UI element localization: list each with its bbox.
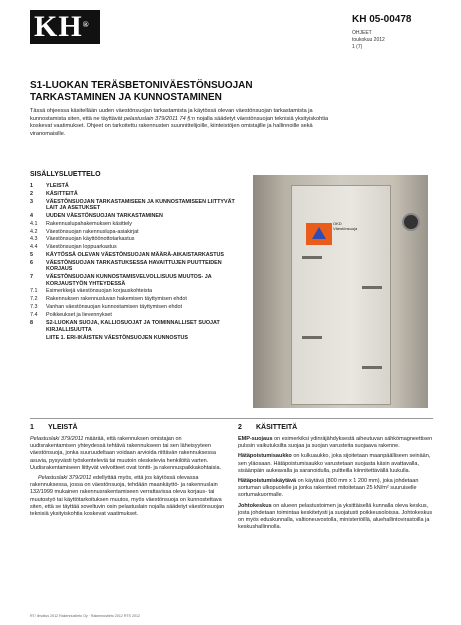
table-of-contents (30, 183, 235, 343)
toc-number: 6 (30, 259, 33, 266)
toc-item (30, 296, 235, 303)
toc-item (30, 327, 235, 334)
toc-text: YLEISTÄ (46, 183, 69, 189)
term: Hätäpoistumiskäytävä (238, 478, 297, 485)
toc-number: 4.4 (30, 244, 38, 251)
title-line: TARKASTAMINEN JA KUNNOSTAMINEN (30, 92, 222, 103)
toc-number: 4.3 (30, 236, 38, 243)
toc-item (30, 288, 235, 295)
toc-number (30, 327, 46, 334)
law-reference: Pelastuslaki 379/2011 (38, 475, 92, 482)
toc-text: Väestönsuojan käyttöönottotarkastus (46, 236, 135, 243)
sign-label-line: Väestönsuoja (333, 226, 358, 231)
toc-item (30, 320, 235, 327)
toc-number: 1 (30, 183, 33, 189)
toc-text: Väestönsuojan loppuarkastus (46, 244, 117, 251)
toc-number: 4.2 (30, 228, 38, 235)
intro-paragraph (30, 108, 330, 138)
toc-item (30, 236, 235, 243)
toc-item (30, 191, 235, 198)
toc-text: Rakennuksen rakennusluvan hakemisen täyttymisen ehdot (46, 296, 187, 303)
definition-text: on alueen pelastustoimen ja yksittäisellä kunnalla oleva keskus, josta johdetaan toimintaa keskitetysti ja suojatusti poikkeusoloissa. Johtokeskus on myös eduskunnalla, valtioneuvostolla, ministeriöillä, aluehallintovirastoilla ja keskushallinnolla. (238, 502, 433, 531)
intro-law-reference: pelastuslain 379/2011 74 §:n (123, 115, 196, 122)
section-1-body (30, 436, 225, 521)
sign-label-line: OKD (333, 221, 342, 226)
door-lever (302, 336, 322, 339)
civil-defence-sign-icon (306, 223, 332, 245)
toc-number: 7.3 (30, 303, 38, 310)
definition-text: on esimerkiksi ydinräjähdyksestä aiheutuvan sähkömagneettisen pulssin vaikutuksilta suojaa ja suojan varusteita suojaava rakenne. (238, 436, 433, 450)
section-2-body (238, 436, 433, 534)
toc-item (30, 229, 235, 236)
definition-text: on käytävä (800 mm x 1 200 mm), joka johdetaan sortuman ulkopuolelle ja jonka rakenteet mitoitetaan 25 kN/m² suuruiselle sortumakuormalle. (238, 478, 419, 499)
page-number: 1 (7) (352, 44, 363, 50)
toc-number: 7 (30, 274, 33, 280)
toc-text: Rakennuslupahakemuksen käsittely (46, 220, 133, 227)
kh-logo (30, 10, 100, 44)
title-line: S1-LUOKAN TERÄSBETONIVÄESTÖNSUOJAN (30, 80, 253, 91)
section-number: 2 (238, 424, 242, 431)
toc-text: KÄSITTEITÄ (46, 190, 78, 197)
toc-text: Vanhan väestönsuojan kunnostamisen täyttymisen ehdot (46, 303, 182, 310)
body-paragraph (30, 436, 225, 472)
intro-text: nojalla säädetyt väestönsuojan teknisiä yksityiskohtia koskevat vaatimukset. Ohjeet on tarkoitettu rakennusten suunnittelijoille, kiinteistöjen omistajille ja hallinnoille sekä viranomaisille. (30, 115, 329, 137)
section-number: 1 (30, 424, 34, 431)
door-lever (302, 256, 322, 259)
law-reference: Pelastuslaki 379/2011 (30, 436, 84, 442)
toc-text: UUDEN VÄESTÖNSUOJAN TARKASTAMINEN (46, 212, 163, 219)
toc-number: 4.1 (30, 220, 38, 227)
toc-text: VÄESTÖNSUOJAN KUNNOSTAMISVELVOLLISUUS MUUTOS- JA KORJAUSTYÖN YHTEYDESSÄ (46, 274, 212, 287)
toc-number: 7.4 (30, 311, 38, 318)
toc-item (30, 252, 235, 259)
toc-text: Esimerkkejä väestönsuojan korjauskohteista (46, 288, 153, 295)
door-lever (362, 286, 382, 289)
body-paragraph (30, 475, 225, 518)
definition-text: on kulkuaukko, joka sijoitetaan maanpäälliseen seinään, sen yläosaan. Hätäpoistumisaukko varustetaan suojasta käsin avattavalla, sisäänpäin aukeavalla ja saranoidulla, pultteilla kiinnitettävällä luukulla. (238, 453, 431, 474)
toc-item (30, 335, 235, 342)
document-meta (352, 30, 385, 51)
section-1-heading (30, 424, 78, 431)
toc-item (30, 199, 235, 212)
document-id: KH 05-00478 (352, 14, 412, 25)
document-title (30, 80, 330, 104)
definition-paragraph (238, 503, 433, 532)
definition-paragraph (238, 436, 433, 450)
section-divider (30, 418, 433, 419)
toc-text: S2-LUOKAN SUOJA, KALLIOSUOJAT JA TOIMINNALLISET SUOJAT (46, 319, 220, 326)
doc-type: OHJEET (352, 30, 372, 36)
toc-text: LIITE 1. ERI-IKÄISTEN VÄESTÖNSUOJEN KUNNOSTUS (46, 335, 188, 342)
wall-device-icon (402, 213, 420, 231)
toc-item (30, 304, 235, 311)
toc-item (30, 312, 235, 319)
logo-text: KH (34, 10, 83, 43)
section-title: YLEISTÄ (48, 424, 78, 431)
page-footer: RT/ Ilmoitus 2012 Rakennustieto Oy · Rakennustieto 2012 RTS 2012 (30, 614, 140, 618)
section-2-heading (238, 424, 297, 431)
toc-number: 2 (30, 190, 33, 197)
toc-number: 5 (30, 251, 33, 258)
intro-text: Tässä ohjeessa käsitellään uuden väestönsuojan tarkastamista ja käytössä olevan väestönsuojan tarkastamista ja kunnostamista siten, että ne täyttävät (30, 108, 313, 122)
toc-text: Poikkeukset ja lievennykset (46, 311, 112, 318)
paragraph-text: määrää, että rakennuksen omistajan on uudisrakentamisen yhteydessä tehtävä rakennukseen tai sen läheisyyteen väestönsuoja, jonka suuruudeltaan voidaan arvioida riittävän rakennuksessa asuvia, pysyvästi työskenteleviä tai muutoin oleskelevia henkilöitä varten. Uudisrakentamiseen liittyvät velvoitteet ovat tontti- ja rakennuspaikkakohtaisia. (30, 436, 222, 471)
term: Johtokeskus (238, 502, 272, 509)
toc-item (30, 213, 235, 220)
toc-text: VÄESTÖNSUOJAN TARKASTAMISEEN JA KUNNOSTAMISEEN LIITTYVÄT LAIT JA ASETUKSET (46, 198, 235, 212)
definition-paragraph (238, 453, 433, 475)
toc-item (30, 221, 235, 228)
toc-text: KÄYTÖSSÄ OLEVAN VÄESTÖNSUOJAN MÄÄRÄ-AIKAISTARKASTUS (46, 251, 224, 258)
definition-paragraph (238, 478, 433, 500)
paragraph-text: edellyttää myös, että jos käytössä olevassa rakennuksessa, jossa on väestönsuoja, tehdään maankäyttö- ja rakennuslain 132/1999 mukainen rakennusrakentamiseen verrattavissa oleva korjaus- tai muutostyö tai käyttötarkoituksen muutos, myös väestönsuoja on kunnostettava siten, että se täyttää soveltuvin osin pelastuslain nojalla säädetyt väestönsuojan teknisiä yksityiskohtia koskevat vaatimukset. (30, 475, 225, 518)
toc-item (30, 274, 235, 287)
toc-item (30, 260, 235, 273)
toc-heading: SISÄLLYSLUETTELO (30, 171, 101, 178)
sign-label (333, 221, 357, 231)
logo-registered-mark: ® (82, 20, 90, 29)
toc-number: 8 (30, 319, 33, 326)
toc-text: VÄESTÖNSUOJAN TARKASTUKSESSA HAVAITTUJEN PUUTTEIDEN KORJAUS (46, 259, 222, 273)
toc-number: 7.1 (30, 288, 38, 295)
toc-item (30, 183, 235, 190)
section-title: KÄSITTEITÄ (256, 424, 298, 431)
toc-number (30, 335, 46, 342)
toc-number: 7.2 (30, 296, 38, 303)
shelter-door-photo (253, 175, 428, 408)
toc-text: Väestönsuojan rakennuslupa-asiakirjat (46, 228, 139, 235)
term: EMP-suojaus (238, 436, 273, 442)
door-lever (362, 366, 382, 369)
shelter-door (291, 185, 391, 405)
term: Hätäpoistumisaukko (238, 453, 292, 460)
toc-number: 4 (30, 212, 33, 219)
toc-item (30, 244, 235, 251)
toc-number: 3 (30, 198, 33, 205)
doc-date: toukokuu 2012 (352, 37, 385, 43)
toc-text: KIRJALLISUUTTA (46, 327, 92, 334)
